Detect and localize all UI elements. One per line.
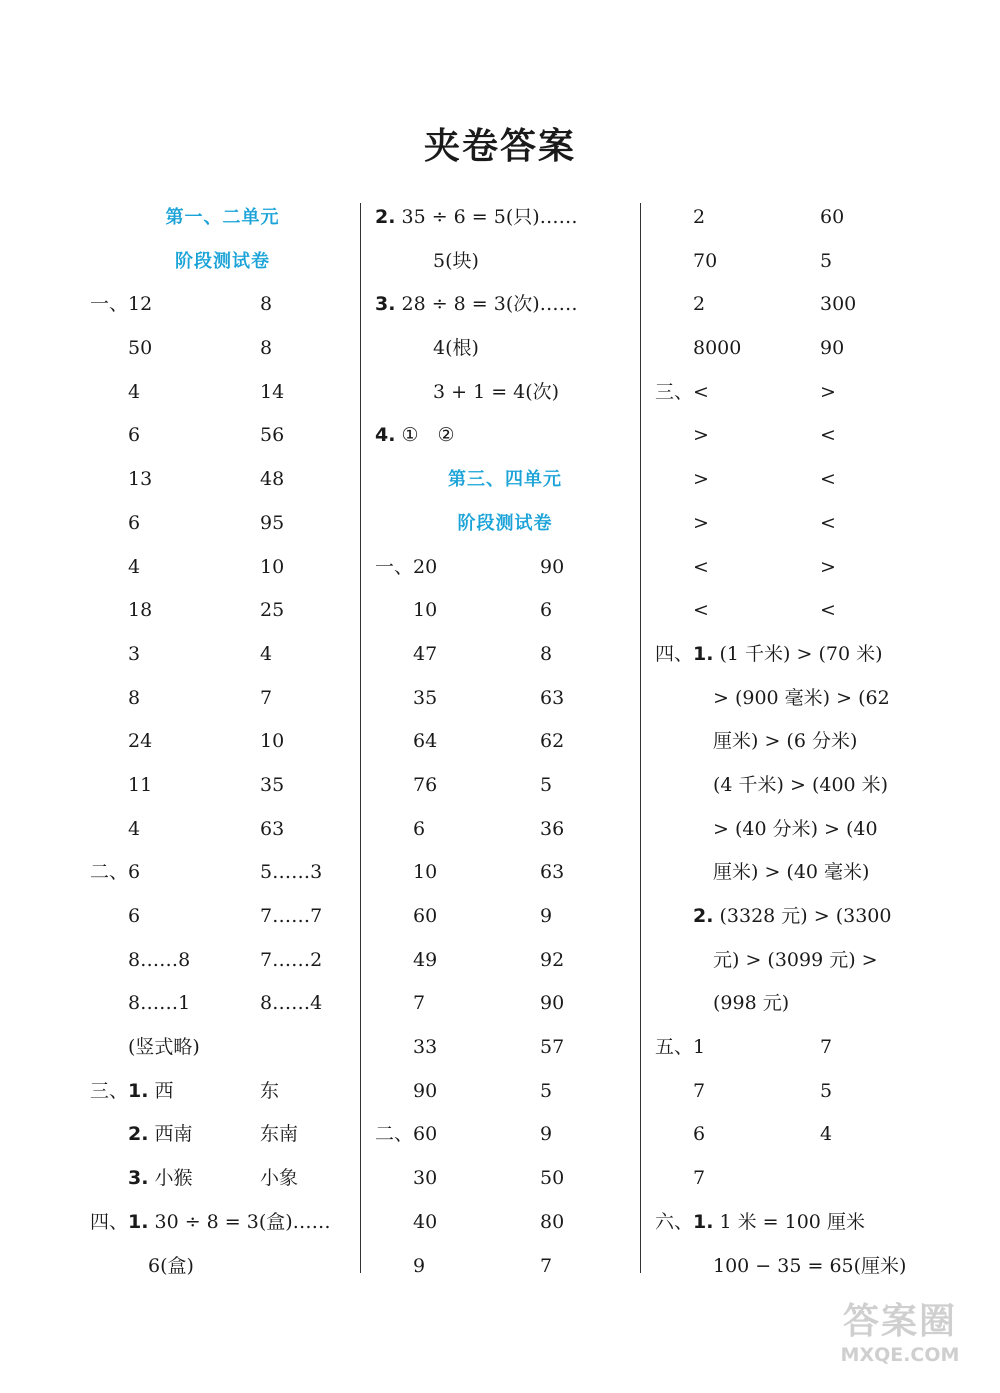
answer-row	[375, 283, 635, 327]
answer-text	[713, 764, 888, 808]
answer-prefix: 五、1	[655, 1036, 706, 1059]
answer-text	[128, 895, 140, 939]
answer-row	[655, 677, 945, 721]
answer-value: <	[820, 468, 836, 491]
answer-row	[375, 458, 635, 502]
question-number: 1.	[693, 1210, 714, 1233]
answer-row	[375, 1201, 635, 1245]
answer-row	[375, 808, 635, 852]
answer-value: 10	[260, 730, 285, 753]
answer-prefix: 6(盒)	[148, 1254, 194, 1277]
answer-row	[90, 808, 355, 852]
answer-row	[655, 720, 945, 764]
answer-text	[90, 1201, 331, 1245]
answer-text	[713, 677, 890, 721]
answer-prefix: 100 − 35 = 65(厘米)	[713, 1254, 907, 1277]
answer-row	[655, 1245, 945, 1289]
answer-value: 4	[820, 1123, 833, 1146]
answer-prefix: 13	[128, 468, 153, 491]
answer-row	[375, 633, 635, 677]
answer-row	[655, 808, 945, 852]
answer-prefix: 4	[128, 817, 141, 840]
answer-text	[375, 283, 578, 327]
answer-prefix: 76	[413, 773, 438, 796]
answer-prefix: 四、	[90, 1210, 129, 1233]
answer-text	[413, 1070, 437, 1114]
answer-prefix: 70	[693, 249, 718, 272]
answer-text	[413, 982, 425, 1026]
answer-row	[90, 458, 355, 502]
answer-row	[655, 1113, 945, 1157]
answer-content: ① ②	[395, 424, 455, 447]
answer-prefix: 40	[413, 1210, 438, 1233]
answer-prefix: 一、12	[90, 293, 153, 316]
answer-row	[90, 371, 355, 415]
answer-prefix: 7	[693, 1079, 706, 1102]
answer-row	[375, 982, 635, 1026]
question-number: 3.	[375, 293, 396, 316]
answer-value: 东	[260, 1079, 280, 1102]
answer-text	[713, 982, 789, 1026]
answer-row	[375, 589, 635, 633]
answer-row	[655, 458, 945, 502]
answer-text	[413, 808, 425, 852]
question-number: 2.	[128, 1123, 149, 1146]
answer-row	[375, 1157, 635, 1201]
section-heading: 第一、二单元	[165, 207, 280, 228]
answer-value: 5	[820, 1079, 833, 1102]
answer-text	[90, 283, 152, 327]
answer-content: (1 千米) > (70 米)	[713, 642, 883, 665]
answer-value: 62	[540, 730, 565, 753]
answer-prefix: 6	[128, 905, 141, 927]
answer-text	[693, 458, 709, 502]
answer-prefix: 一、20	[375, 555, 438, 578]
answer-value: 10	[260, 555, 285, 578]
answer-text	[413, 895, 437, 939]
column-divider	[640, 203, 641, 1273]
answer-text	[713, 939, 878, 983]
answer-text	[693, 1113, 705, 1157]
answer-prefix: 7	[413, 992, 426, 1015]
answer-value: 8	[260, 337, 273, 360]
answer-text	[128, 633, 140, 677]
answer-prefix: 47	[413, 642, 438, 665]
question-number: 4.	[375, 424, 396, 447]
answer-row	[375, 1245, 635, 1289]
answer-value: 300	[820, 293, 857, 316]
answer-prefix: 元) > (3099 元) >	[713, 948, 878, 971]
answer-prefix: 10	[413, 599, 438, 622]
answer-column-1	[90, 196, 355, 1276]
answer-value: 57	[540, 1036, 565, 1059]
answer-prefix: <	[693, 599, 709, 622]
answer-content: 30 ÷ 8 = 3(盒)……	[148, 1210, 331, 1233]
answer-text	[128, 502, 140, 546]
answer-text	[128, 327, 152, 371]
answer-prefix: 90	[413, 1079, 438, 1102]
answer-row	[375, 1113, 635, 1157]
answer-value: 25	[260, 599, 285, 622]
answer-text	[90, 1070, 174, 1114]
answer-row	[375, 502, 635, 546]
answer-prefix: 6	[693, 1123, 706, 1146]
answer-value: 35	[260, 773, 285, 796]
answer-text	[693, 502, 709, 546]
answer-content: 35 ÷ 6 = 5(只)……	[395, 206, 578, 228]
answer-value: 5	[820, 249, 833, 272]
answer-row	[655, 196, 945, 240]
answer-value: 6	[540, 599, 553, 622]
answer-text	[413, 939, 437, 983]
answer-row	[90, 939, 355, 983]
answer-content: 西	[148, 1079, 174, 1102]
answer-value: >	[820, 380, 836, 403]
answer-row	[655, 982, 945, 1026]
answer-row	[375, 1026, 635, 1070]
answer-column-3	[655, 196, 945, 1276]
answer-text	[375, 546, 437, 590]
answer-row	[655, 1201, 945, 1245]
answer-row	[90, 589, 355, 633]
answer-text	[148, 1245, 194, 1289]
answer-content: 小猴	[148, 1167, 193, 1190]
answer-text	[713, 720, 857, 764]
answer-text	[128, 1157, 193, 1201]
answer-text	[693, 1157, 705, 1201]
answer-text	[413, 851, 437, 895]
answer-value: 5	[540, 1079, 553, 1102]
answer-row	[90, 283, 355, 327]
answer-text	[693, 1070, 705, 1114]
answer-text	[713, 808, 878, 852]
answer-value: 63	[260, 817, 285, 840]
answer-value: <	[820, 599, 836, 622]
answer-text	[433, 371, 559, 415]
answer-row	[375, 720, 635, 764]
answer-text	[713, 851, 869, 895]
answer-text	[413, 633, 437, 677]
answer-row	[655, 502, 945, 546]
answer-value: 7	[540, 1254, 553, 1277]
answer-value: 9	[540, 1123, 553, 1146]
watermark-logo: 答案圈	[842, 1301, 957, 1342]
answer-prefix: (4 千米) > (400 米)	[713, 773, 889, 796]
answer-value: 63	[540, 861, 565, 884]
answer-value: 92	[540, 948, 565, 971]
answer-prefix: 6	[128, 511, 141, 534]
answer-text	[413, 1245, 425, 1289]
answer-text	[128, 982, 190, 1026]
answer-row	[90, 502, 355, 546]
answer-row	[90, 196, 355, 240]
answer-prefix: 4	[128, 380, 141, 403]
answer-value: <	[820, 424, 836, 447]
question-number: 1.	[693, 642, 714, 665]
answer-row	[90, 764, 355, 808]
answer-value: 8	[540, 642, 553, 665]
answer-row	[655, 589, 945, 633]
answer-text	[413, 764, 437, 808]
answer-row	[375, 371, 635, 415]
answer-column-2	[375, 196, 635, 1276]
question-number: 3.	[128, 1167, 149, 1190]
answer-prefix: 厘米) > (40 毫米)	[713, 861, 870, 884]
answer-text	[693, 283, 705, 327]
answer-value: 东南	[260, 1123, 299, 1146]
answer-row	[375, 546, 635, 590]
answer-row	[375, 939, 635, 983]
answer-row	[90, 720, 355, 764]
answer-value: 7	[260, 686, 273, 709]
answer-prefix: 3	[128, 642, 141, 665]
answer-prefix: 60	[413, 905, 438, 927]
answer-row	[655, 240, 945, 284]
answer-value: 60	[820, 206, 845, 228]
answer-text	[128, 414, 140, 458]
answer-text	[655, 371, 709, 415]
answer-text	[128, 371, 140, 415]
answer-text	[433, 240, 479, 284]
answer-text	[433, 327, 479, 371]
watermark	[820, 1301, 980, 1371]
answer-text	[128, 546, 140, 590]
answer-row	[90, 1113, 355, 1157]
answer-prefix: >	[693, 468, 709, 491]
answer-prefix: 24	[128, 730, 153, 753]
answer-row	[655, 546, 945, 590]
answer-text	[128, 939, 190, 983]
answer-value: 8……4	[260, 992, 323, 1015]
answer-text	[655, 633, 883, 677]
answer-row	[375, 1070, 635, 1114]
answer-value: 5……3	[260, 861, 323, 884]
answer-row	[655, 327, 945, 371]
answer-value: 36	[540, 817, 565, 840]
answer-prefix: > (900 毫米) > (62	[713, 686, 890, 709]
section-heading: 阶段测试卷	[457, 512, 553, 534]
answer-text	[655, 1201, 865, 1245]
answer-prefix: 6	[128, 424, 141, 447]
section-heading: 第三、四单元	[448, 469, 562, 491]
answer-row	[90, 1201, 355, 1245]
answer-prefix: 18	[128, 599, 153, 622]
answer-value: 63	[540, 686, 565, 709]
answer-value: 7……7	[260, 905, 323, 927]
answer-prefix: 8……1	[128, 992, 191, 1015]
answer-text	[693, 327, 741, 371]
answer-text	[90, 851, 140, 895]
answer-text	[713, 1245, 906, 1289]
answer-prefix: 8000	[693, 337, 742, 360]
watermark-url: MXQE.COM	[840, 1344, 960, 1366]
page-title: 夹卷答案	[423, 126, 576, 167]
answer-text	[375, 414, 455, 458]
answer-value: 7……2	[260, 948, 323, 971]
answer-row	[655, 414, 945, 458]
answer-value: 14	[260, 380, 285, 403]
answer-prefix: 49	[413, 948, 438, 971]
answer-prefix: 4(根)	[433, 337, 479, 360]
answer-row	[655, 895, 945, 939]
answer-content: (3328 元) > (3300	[713, 905, 892, 927]
answer-row	[655, 851, 945, 895]
answer-text	[128, 589, 152, 633]
answer-text	[128, 677, 140, 721]
answer-row	[90, 851, 355, 895]
answer-row	[655, 283, 945, 327]
answer-row	[655, 1157, 945, 1201]
answer-value: 48	[260, 468, 285, 491]
answer-prefix: 50	[128, 337, 153, 360]
answer-prefix: 四、	[655, 642, 694, 665]
answer-prefix: 9	[413, 1254, 426, 1277]
answer-value: 90	[820, 337, 845, 360]
answer-prefix: 5(块)	[433, 249, 479, 272]
answer-row	[655, 633, 945, 677]
answer-text	[693, 589, 709, 633]
answer-text	[413, 1201, 437, 1245]
answer-row	[655, 939, 945, 983]
answer-value: 50	[540, 1167, 565, 1190]
answer-value: 小象	[260, 1167, 299, 1190]
answer-text	[693, 895, 891, 939]
answer-text	[693, 240, 717, 284]
answer-prefix: 二、6	[90, 861, 141, 884]
answer-prefix: 10	[413, 861, 438, 884]
answer-row	[90, 895, 355, 939]
answer-prefix: >	[693, 511, 709, 534]
answer-text	[413, 720, 437, 764]
answer-text	[693, 414, 709, 458]
answer-prefix: > (40 分米) > (40	[713, 817, 878, 840]
answer-row	[655, 1070, 945, 1114]
answer-prefix: (998 元)	[713, 992, 790, 1015]
answer-row	[655, 1026, 945, 1070]
question-number: 2.	[375, 206, 396, 228]
answer-row	[375, 414, 635, 458]
question-number: 1.	[128, 1079, 149, 1102]
answer-prefix: 三、	[90, 1079, 129, 1102]
answer-text	[128, 1113, 193, 1157]
answer-text	[128, 808, 140, 852]
column-divider	[360, 203, 361, 1273]
answer-value: 5	[540, 773, 553, 796]
answer-text	[128, 1026, 200, 1070]
answer-prefix: 8	[128, 686, 141, 709]
answer-value: 80	[540, 1210, 565, 1233]
answer-prefix: (竖式略)	[128, 1036, 200, 1059]
answer-value: 56	[260, 424, 285, 447]
answer-prefix: >	[693, 424, 709, 447]
answer-row	[90, 982, 355, 1026]
answer-row	[90, 414, 355, 458]
answer-text	[413, 1157, 437, 1201]
answer-row	[375, 895, 635, 939]
answer-prefix: 2	[693, 206, 706, 228]
answer-content: 28 ÷ 8 = 3(次)……	[395, 293, 578, 316]
answer-text	[693, 196, 705, 240]
answer-row	[375, 196, 635, 240]
answer-row	[375, 240, 635, 284]
answer-row	[90, 1026, 355, 1070]
answer-prefix: 35	[413, 686, 438, 709]
answer-value: 95	[260, 511, 285, 534]
answer-prefix: 64	[413, 730, 438, 753]
answer-row	[375, 677, 635, 721]
answer-row	[90, 546, 355, 590]
answer-row	[90, 240, 355, 284]
answer-prefix: 六、	[655, 1210, 694, 1233]
answer-value: 90	[540, 992, 565, 1015]
answer-text	[128, 458, 152, 502]
answer-prefix: 三、<	[655, 380, 709, 403]
answer-row	[90, 677, 355, 721]
answer-content: 西南	[148, 1123, 193, 1146]
answer-value: 9	[540, 905, 553, 927]
answer-row	[90, 1245, 355, 1289]
answer-prefix: 11	[128, 773, 153, 796]
answer-value: 8	[260, 293, 273, 316]
answer-row	[655, 764, 945, 808]
answer-value: <	[820, 511, 836, 534]
answer-row	[90, 1070, 355, 1114]
answer-row	[655, 371, 945, 415]
answer-value: >	[820, 555, 836, 578]
answer-row	[375, 851, 635, 895]
section-heading: 阶段测试卷	[175, 250, 270, 272]
answer-row	[90, 1157, 355, 1201]
answer-value: 90	[540, 555, 565, 578]
answer-text	[128, 764, 152, 808]
answer-text	[375, 196, 578, 240]
answer-text	[375, 1113, 437, 1157]
answer-text	[128, 720, 152, 764]
answer-value: 4	[260, 642, 273, 665]
answer-row	[375, 764, 635, 808]
answer-row	[90, 327, 355, 371]
question-number: 1.	[128, 1210, 149, 1233]
answer-prefix: 厘米) > (6 分米)	[713, 730, 858, 753]
answer-text	[693, 546, 709, 590]
answer-prefix: 8……8	[128, 948, 191, 971]
answer-prefix: 3 + 1 = 4(次)	[433, 380, 560, 403]
answer-value: 7	[820, 1036, 833, 1059]
answer-prefix: 6	[413, 817, 426, 840]
answer-text	[655, 1026, 705, 1070]
answer-prefix: 30	[413, 1167, 438, 1190]
question-number: 2.	[693, 905, 714, 927]
answer-text	[413, 1026, 437, 1070]
answer-prefix: <	[693, 555, 709, 578]
answer-prefix: 4	[128, 555, 141, 578]
answer-prefix: 7	[693, 1167, 706, 1190]
answer-prefix: 33	[413, 1036, 438, 1059]
answer-row	[375, 327, 635, 371]
answer-text	[413, 677, 437, 721]
answer-prefix: 二、60	[375, 1123, 438, 1146]
answer-text	[413, 589, 437, 633]
answer-row	[90, 633, 355, 677]
answer-content: 1 米 = 100 厘米	[713, 1210, 865, 1233]
answer-prefix: 2	[693, 293, 706, 316]
